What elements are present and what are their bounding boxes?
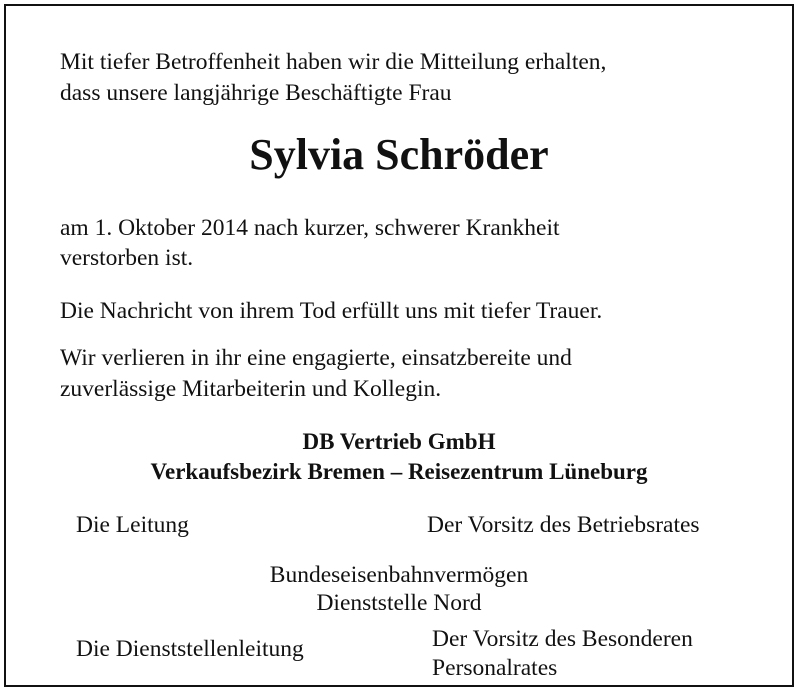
- organization-district: Verkaufsbezirk Bremen – Reisezentrum Lüneburg: [150, 459, 648, 484]
- intro-line-2: dass unsere langjährige Beschäftigte Frau: [60, 80, 452, 106]
- signature-office-management: Die Dienststellenleitung: [76, 636, 304, 662]
- signature-agency-line-2: Dienststelle Nord: [316, 590, 482, 616]
- deceased-name: Sylvia Schröder: [249, 130, 549, 179]
- obituary-notice: [4, 4, 794, 687]
- intro-line-1: Mit tiefer Betroffenheit haben wir die Mitteilung erhalten,: [60, 49, 607, 75]
- signature-works-council: Der Vorsitz des Betriebsrates: [427, 512, 700, 538]
- tribute-line-2: zuverlässige Mitarbeiterin und Kollegin.: [60, 376, 442, 402]
- grief-statement: Die Nachricht von ihrem Tod erfüllt uns mit tiefer Trauer.: [60, 298, 603, 324]
- signature-special-council-line-1: Der Vorsitz des Besonderen: [432, 626, 693, 652]
- signature-management: Die Leitung: [76, 512, 189, 538]
- organization-name: DB Vertrieb GmbH: [302, 429, 496, 454]
- death-line-1: am 1. Oktober 2014 nach kurzer, schwerer Krankheit: [60, 215, 560, 241]
- signature-special-council-line-2: Personalrates: [432, 655, 558, 681]
- tribute-line-1: Wir verlieren in ihr eine engagierte, einsatzbereite und: [60, 345, 572, 371]
- death-line-2: verstorben ist.: [60, 245, 194, 271]
- signature-agency-line-1: Bundeseisenbahnvermögen: [269, 562, 529, 588]
